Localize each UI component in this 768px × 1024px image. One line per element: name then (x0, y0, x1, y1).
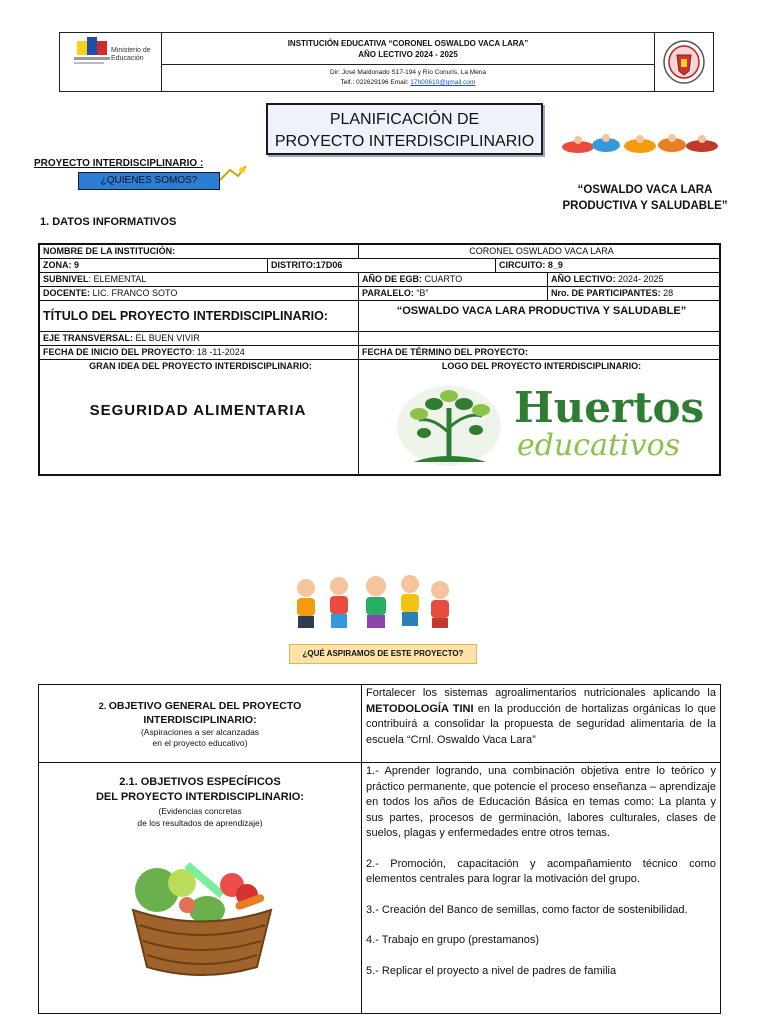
header-center (162, 33, 655, 91)
teacher-cell: DOCENTE: LIC. FRANCO SOTO (40, 287, 359, 301)
tree-logo-icon (394, 378, 504, 468)
start-date-cell: FECHA DE INICIO DEL PROYECTO: 18 -11-2024 (40, 346, 359, 360)
school-seal (655, 33, 713, 91)
institution-value-cell: CORONEL OSWLADO VACA LARA (359, 245, 721, 259)
specific-objective-item: 3.- Creación del Banco de semillas, como factor de sostenibilidad. (366, 903, 688, 916)
page-title: PLANIFICACIÓN DE PROYECTO INTERDISCIPLINARIO (266, 103, 543, 155)
objectives-table (38, 684, 721, 1014)
specific-objectives-header: 2.1. OBJETIVOS ESPECÍFICOS DEL PROYECTO INTERDISCIPLINARIO: (Evidencias concretas de los resultados de aprendizaje) (39, 763, 362, 1013)
egb-year-cell: AÑO DE EGB: CUARTO (359, 273, 548, 287)
institution-label-cell: NOMBRE DE LA INSTITUCIÓN: (40, 245, 359, 259)
end-date-cell: FECHA DE TÉRMINO DEL PROYECTO: (359, 346, 721, 360)
project-title-value-cell: “OSWALDO VACA LARA PRODUCTIVA Y SALUDABLE” (359, 301, 721, 332)
zone-cell: ZONA: 9 (40, 259, 268, 273)
district-cell: DISTRITO:17D06 (268, 259, 496, 273)
phone: Telf.: 022629196 Email: (340, 79, 411, 86)
project-label: PROYECTO INTERDISCIPLINARIO : (34, 158, 204, 169)
email-link[interactable]: 17h00610@gmail.com (410, 79, 476, 86)
participants-cell: Nro. DE PARTICIPANTES: 28 (548, 287, 721, 301)
section-heading-informative-data: 1. DATOS INFORMATIVOS (40, 216, 177, 228)
logo-word-educativos: educativos (517, 428, 681, 463)
school-year: AÑO LECTIVO 2024 - 2025 (358, 50, 458, 59)
children-banner-icon (558, 133, 720, 157)
school-year-cell: AÑO LECTIVO: 2024- 2025 (548, 273, 721, 287)
vegetable-basket-icon (127, 855, 277, 985)
big-idea-value: SEGURIDAD ALIMENTARIA (89, 402, 307, 419)
specific-objectives-list (362, 763, 720, 1013)
children-group-icon (284, 574, 458, 634)
big-idea-cell (40, 360, 359, 474)
empty-cell (359, 332, 721, 346)
document-header (59, 32, 714, 92)
general-objective-text: Fortalecer los sistemas agroalimentarios nutricionales aplicando la METODOLOGÍA TINI en la producción de hortalizas orgánicas lo que contribuirá a consolidar la propuesta de seguridad alimentaria de la escuela “Crnl. Oswaldo Vaca Lara” (362, 685, 720, 763)
informative-data-table (38, 243, 721, 476)
ministry-name: Ministerio de Educación (111, 47, 151, 62)
sublevel-cell: SUBNIVEL: ELEMENTAL (40, 273, 359, 287)
parallel-cell: PARALELO: “B” (359, 287, 548, 301)
specific-objective-item: 1.- Aprender logrando, una combinación objetiva entre lo teórico y práctico permanente, que potencie el proceso enseñanza – aprendizaje en todos los años de Educación Básica en temas como: La planta y sus partes, procesos de germinación, labores culturales, clases de suelos, plagas y enfermedades entre otros temas. (366, 765, 716, 839)
ministry-logo (60, 33, 162, 91)
address: Dir: José Maldonado S17-194 y Río Conuris, La Mena (329, 69, 487, 76)
header-titles (162, 33, 654, 65)
institution-name: INSTITUCIÓN EDUCATIVA “CORONEL OSWALDO VACA LARA” (287, 39, 529, 48)
tag-hook-icon (220, 162, 248, 184)
header-contact (162, 66, 654, 91)
specific-objective-item: 4.- Trabajo en grupo (prestamanos) (366, 934, 540, 946)
project-motto: “OSWALDO VACA LARA PRODUCTIVA Y SALUDABLE” (562, 184, 728, 212)
specific-objective-item: 5.- Replicar el proyecto a nivel de padres de familia (366, 964, 617, 977)
circuit-cell: CIRCUITO: 8_9 (496, 259, 721, 273)
who-are-we-tag: ¿QUIENES SOMOS? (78, 172, 220, 190)
school-seal-icon (655, 33, 713, 91)
project-title-label-cell: TÍTULO DEL PROYECTO INTERDISCIPLINARIO: (40, 301, 359, 332)
logo-label: LOGO DEL PROYECTO INTERDISCIPLINARIO: (441, 361, 642, 371)
aspirations-tag: ¿QUÉ ASPIRAMOS DE ESTE PROYECTO? (289, 644, 477, 664)
big-idea-label: GRAN IDEA DEL PROYECTO INTERDISCIPLINARIO: (89, 361, 312, 371)
specific-objective-item: 2.- Promoción, capacitación y acompañamiento técnico como elementos centrales para lograr la motivación del grupo. (366, 857, 716, 885)
logo-word-huertos: Huertos (514, 383, 705, 432)
transversal-axis-cell: EJE TRANSVERSAL: EL BUEN VIVIR (40, 332, 359, 346)
logo-cell (359, 360, 721, 474)
general-objective-header: 2. OBJETIVO GENERAL DEL PROYECTO INTERDISCIPLINARIO: (Aspiraciones a ser alcanzadas en el proyecto educativo) (39, 685, 362, 763)
